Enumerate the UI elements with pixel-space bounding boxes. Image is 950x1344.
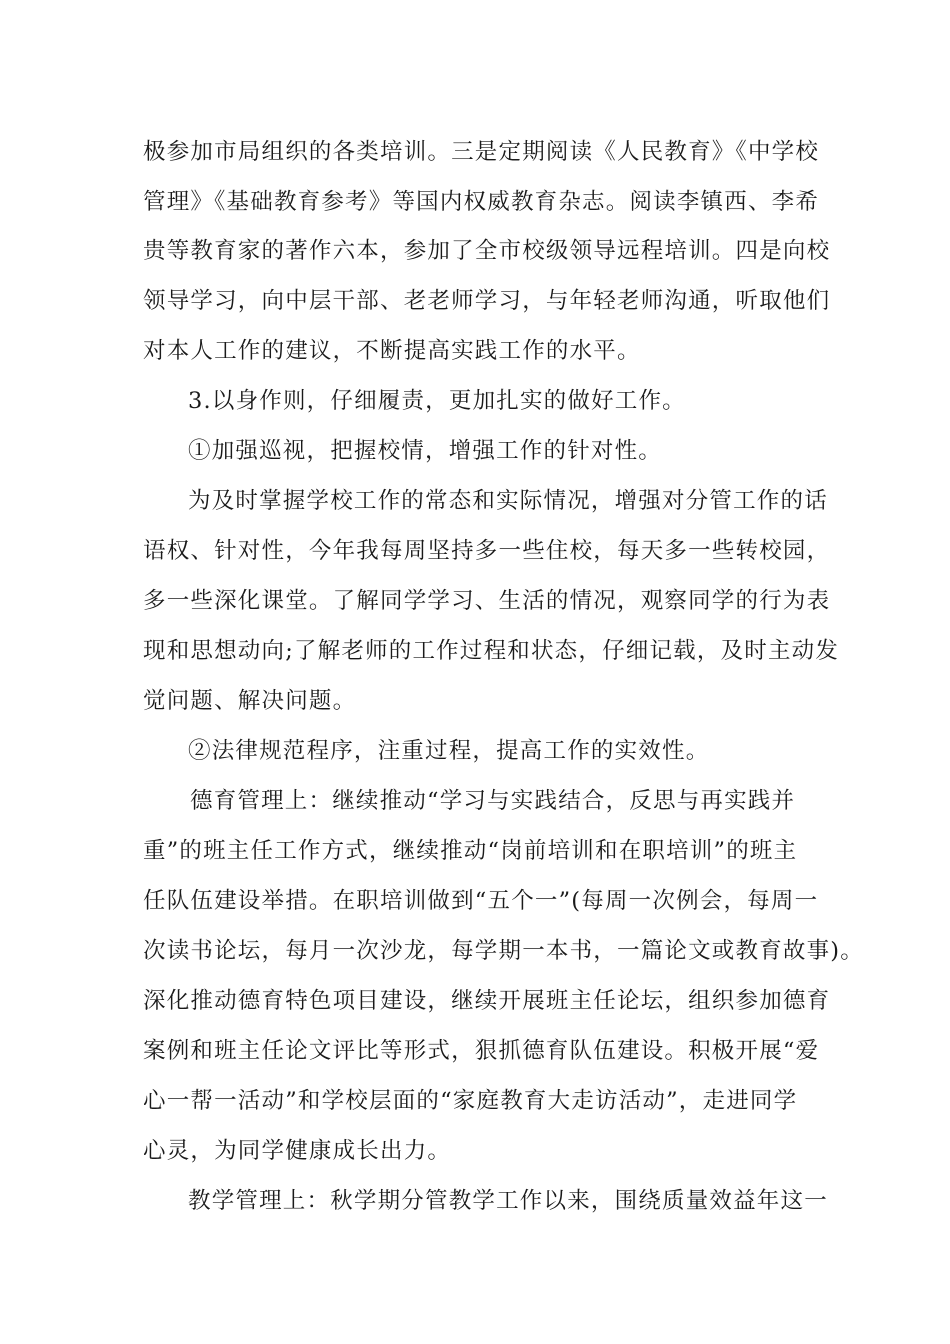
subsection-heading-2: ②法律规范程序，注重过程，提高工作的实效性。 xyxy=(188,738,710,764)
text-line-21: 心灵，为同学健康成长出力。 xyxy=(143,1138,452,1164)
text-line-4: 领导学习，向中层干部、老老师学习，与年轻老师沟通，听取他们 xyxy=(143,288,831,314)
text-line-3: 贵等教育家的著作六本，参加了全市校级领导远程培训。四是向校 xyxy=(143,238,831,264)
text-line-12: 觉问题、解决问题。 xyxy=(143,688,357,714)
text-line-9: 语权、针对性，今年我每周坚持多一些住校，每天多一些转校园， xyxy=(143,538,831,564)
text-line-19: 案例和班主任论文评比等形式，狠抓德育队伍建设。积极开展“爱 xyxy=(143,1038,820,1064)
text-line-15: 重”的班主任工作方式，继续推动“岗前培训和在职培训”的班主 xyxy=(143,838,798,864)
text-line-10: 多一些深化课堂。了解同学学习、生活的情况，观察同学的行为表 xyxy=(143,588,831,614)
text-line-5: 对本人工作的建议，不断提高实践工作的水平。 xyxy=(143,338,641,364)
text-line-2: 管理》《基础教育参考》等国内权威教育杂志。阅读李镇西、李希 xyxy=(143,189,820,215)
text-line-1: 极参加市局组织的各类培训。三是定期阅读《人民教育》《中学校 xyxy=(143,139,820,165)
text-line-8: 为及时掌握学校工作的常态和实际情况，增强对分管工作的话 xyxy=(188,488,828,514)
text-line-11: 现和思想动向;了解老师的工作过程和状态，仔细记载，及时主动发 xyxy=(143,638,840,664)
text-line-17: 次读书论坛，每月一次沙龙，每学期一本书，一篇论文或教育故事)。 xyxy=(143,938,864,964)
text-line-16: 任队伍建设举措。在职培训做到“五个一”(每周一次例会，每周一 xyxy=(143,888,819,914)
section-heading: 3.以身作则，仔细履责，更加扎实的做好工作。 xyxy=(188,388,686,414)
text-line-22: 教学管理上：秋学期分管教学工作以来，围绕质量效益年这一 xyxy=(188,1188,828,1214)
text-line-14: 德育管理上：继续推动“学习与实践结合，反思与再实践并 xyxy=(190,788,796,814)
text-line-20: 心一帮一活动”和学校层面的“家庭教育大走访活动”，走进同学 xyxy=(143,1088,798,1114)
subsection-heading-1: ①加强巡视，把握校情，增强工作的针对性。 xyxy=(188,438,663,464)
text-line-18: 深化推动德育特色项目建设，继续开展班主任论坛，组织参加德育 xyxy=(143,988,831,1014)
